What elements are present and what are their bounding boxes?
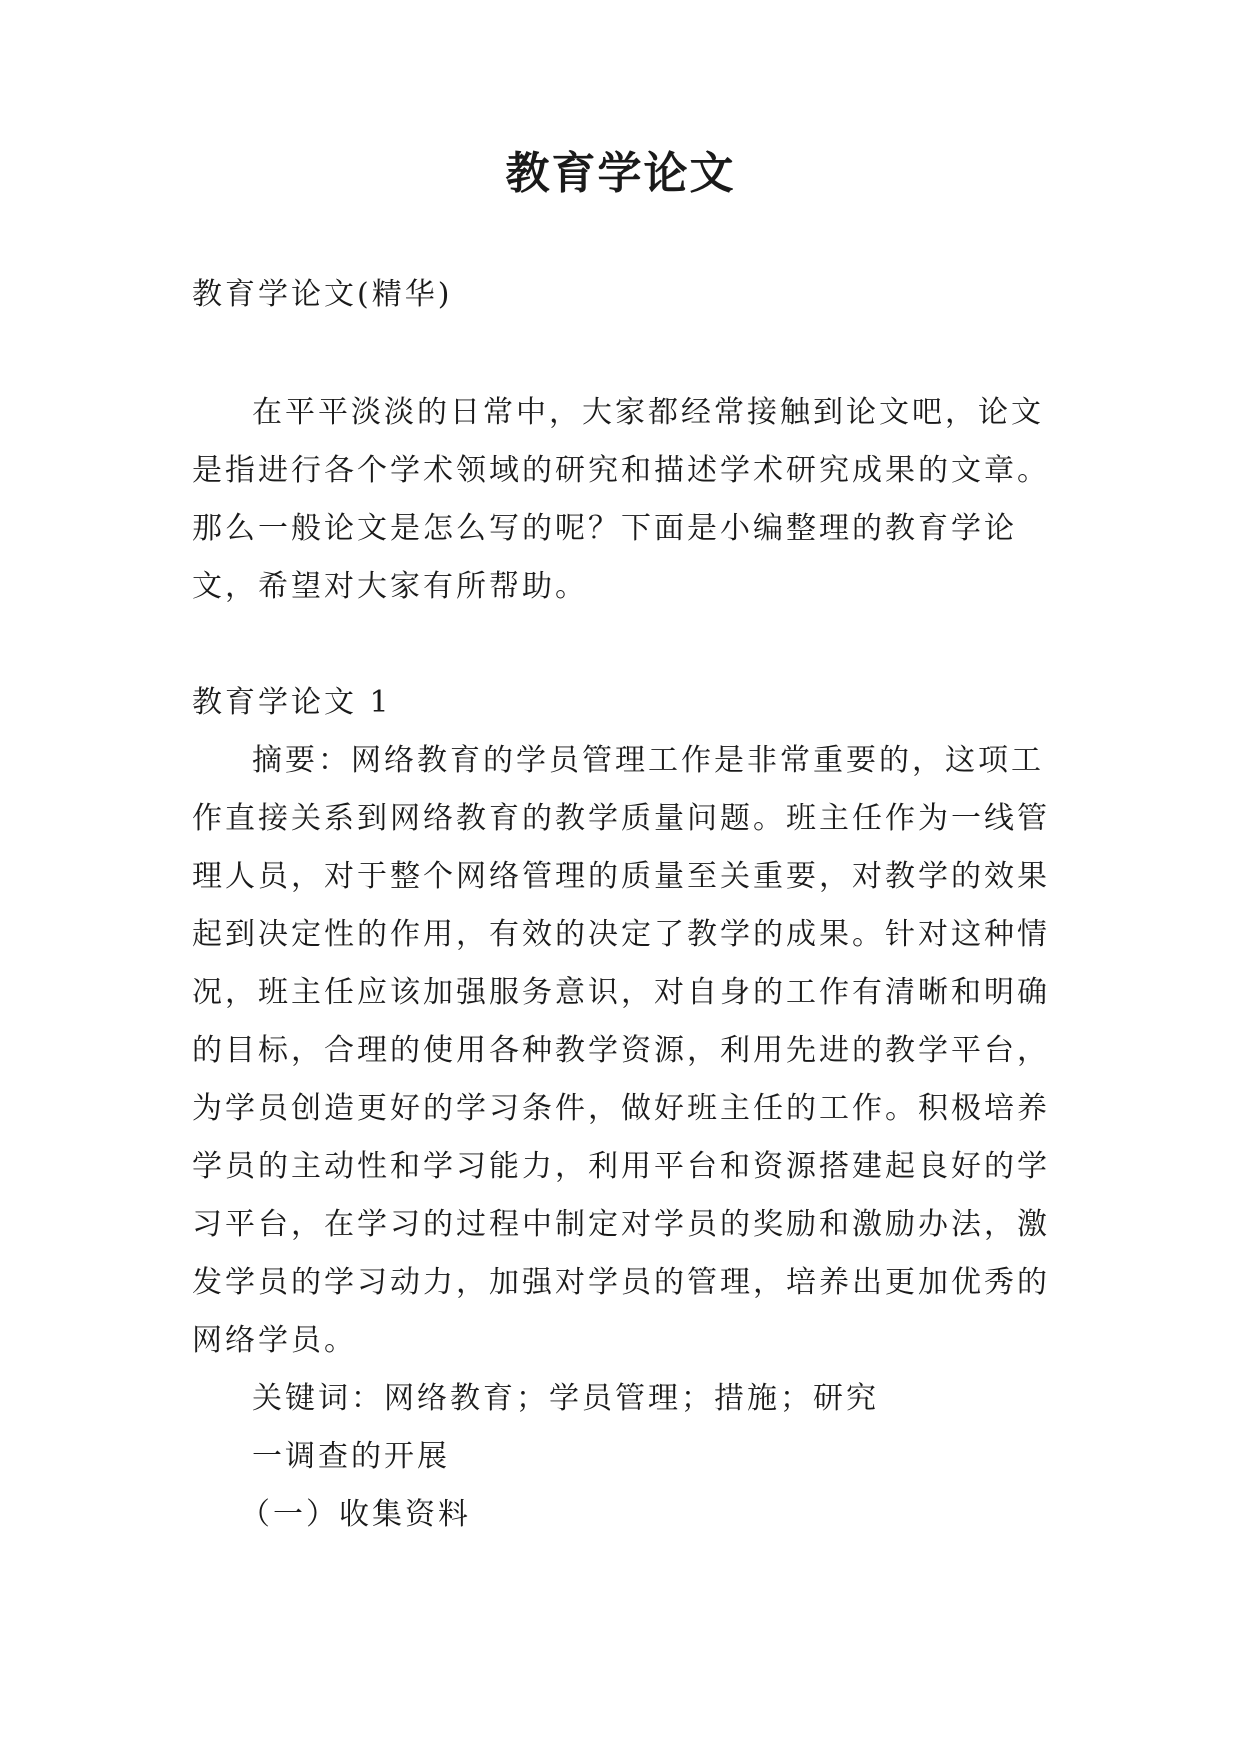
section-heading: 教育学论文 1: [192, 685, 392, 720]
abstract-paragraph: 摘要：网络教育的学员管理工作是非常重要的，这项工作直接关系到网络教育的教学质量问题。班主任作为一线管理人员，对于整个网络管理的质量至关重要，对教学的效果起到决定性的作用，有效的决定了教学的成果。针对这种情况，班主任应该加强服务意识，对自身的工作有清晰和明确的目标，合理的使用各种教学资源，利用先进的教学平台，为学员创造更好的学习条件，做好班主任的工作。积极培养学员的主动性和学习能力，利用平台和资源搭建起良好的学习平台，在学习的过程中制定对学员的奖励和激励办法，激发学员的学习动力，加强对学员的管理，培养出更加优秀的网络学员。: [192, 743, 1050, 1358]
document-body: [192, 266, 1072, 1544]
heading-level-2: （一）收集资料: [240, 1497, 471, 1532]
document-subtitle: 教育学论文(精华): [192, 277, 453, 312]
intro-paragraph: 在平平淡淡的日常中，大家都经常接触到论文吧，论文是指进行各个学术领域的研究和描述学术研究成果的文章。那么一般论文是怎么写的呢？下面是小编整理的教育学论文，希望对大家有所帮助。: [192, 395, 1050, 604]
keywords-line: 关键词：网络教育；学员管理；措施；研究: [252, 1381, 879, 1416]
document-title: 教育学论文: [505, 148, 736, 199]
heading-level-1: 一调查的开展: [252, 1439, 450, 1474]
